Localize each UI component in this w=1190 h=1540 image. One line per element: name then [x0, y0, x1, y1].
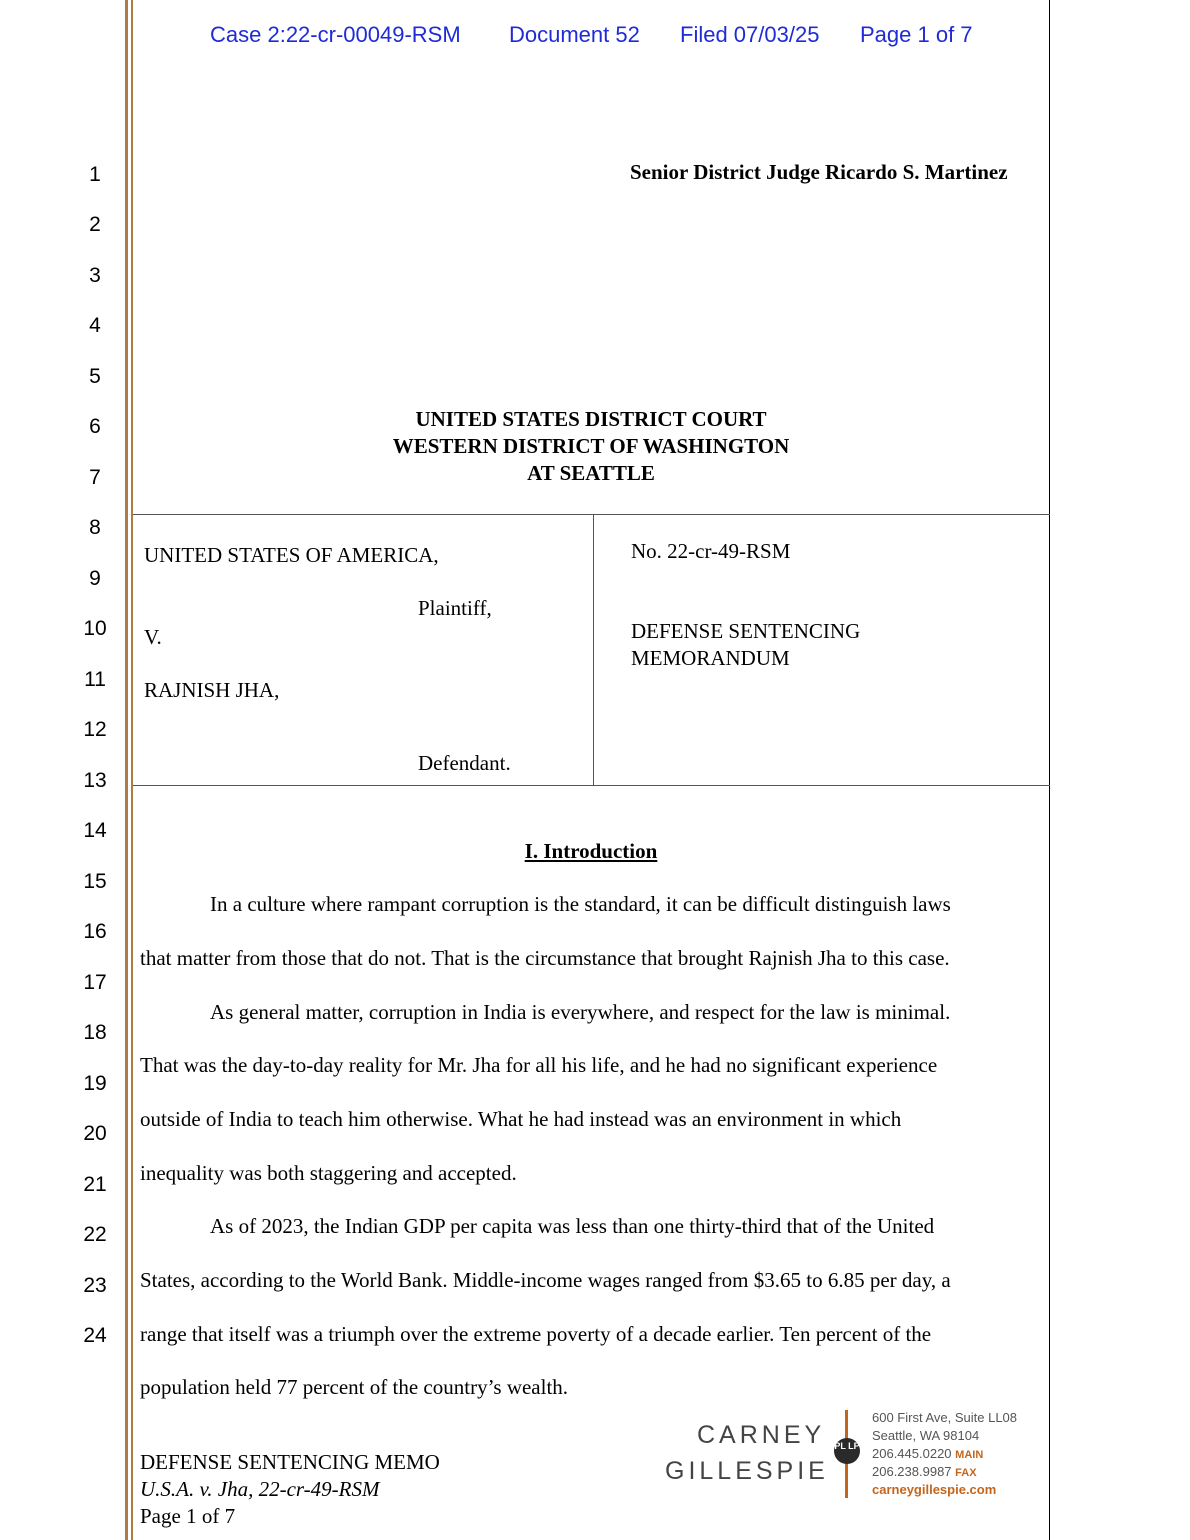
section-heading: I. Introduction [524, 839, 658, 863]
body-line: range that itself was a triumph over the extreme poverty of a decade earlier. Ten percent of the [140, 1322, 932, 1346]
plaintiff-name: UNITED STATES OF AMERICA, [144, 543, 439, 567]
line-number: 20 [83, 1122, 107, 1145]
firm-website-link[interactable]: carneygillespie.com [872, 1482, 997, 1497]
right-margin-rule [1049, 0, 1050, 1540]
line-number: 15 [83, 870, 107, 893]
stamp-case-number: Case 2:22-cr-00049-RSM [210, 22, 461, 47]
document-title-line2: MEMORANDUM [631, 646, 790, 670]
versus: V. [144, 625, 162, 649]
firm-address-line1: 600 First Ave, Suite LL08 [872, 1410, 1018, 1425]
firm-phone-label: MAIN [955, 1449, 984, 1461]
line-number: 2 [89, 213, 101, 236]
stamp-filed-date: Filed 07/03/25 [680, 22, 820, 47]
line-number: 13 [83, 769, 107, 792]
line-number: 1 [89, 163, 101, 186]
body-line: As of 2023, the Indian GDP per capita was less than one thirty-third that of the United [210, 1214, 935, 1238]
line-number: 7 [89, 466, 101, 489]
line-number: 14 [83, 819, 107, 842]
body-line: As general matter, corruption in India is everywhere, and respect for the law is minimal. [210, 1000, 951, 1024]
line-number: 18 [83, 1021, 107, 1044]
firm-phone [872, 1446, 983, 1461]
footer-page-number: Page 1 of 7 [140, 1504, 236, 1528]
line-number: 17 [83, 971, 107, 994]
line-number: 11 [84, 668, 106, 691]
firm-address-line2: Seattle, WA 98104 [872, 1428, 980, 1443]
firm-fax-number: 206.238.9987 [872, 1464, 952, 1479]
line-number: 19 [83, 1072, 107, 1095]
body-line: That was the day-to-day reality for Mr. Jha for all his life, and he had no significant experience [140, 1053, 938, 1077]
firm-name-line2: GILLESPIE [665, 1457, 829, 1485]
plaintiff-role: Plaintiff, [418, 596, 492, 620]
firm-fax-label: FAX [955, 1467, 977, 1479]
firm-monogram-icon: PL LP [834, 1438, 860, 1464]
footer-doc-title: DEFENSE SENTENCING MEMO [140, 1450, 440, 1474]
body-line: that matter from those that do not. That is the circumstance that brought Rajnish Jha to this case. [140, 946, 950, 970]
assigned-judge: Senior District Judge Ricardo S. Martinez [630, 160, 1008, 184]
footer-case-caption: U.S.A. v. Jha, 22-cr-49-RSM [140, 1477, 380, 1501]
line-number: 12 [83, 718, 107, 741]
body-line: inequality was both staggering and accepted. [140, 1161, 517, 1185]
body-line: In a culture where rampant corruption is the standard, it can be difficult distinguish laws [210, 892, 951, 916]
defendant-role: Defendant. [418, 751, 511, 775]
line-number: 22 [83, 1223, 107, 1246]
caption-top-rule [133, 514, 1050, 515]
caption-divider [593, 514, 594, 786]
body-line: outside of India to teach him otherwise. What he had instead was an environment in which [140, 1107, 902, 1131]
court-location: AT SEATTLE [527, 461, 655, 485]
left-margin-rule-inner [131, 0, 133, 1540]
court-name: UNITED STATES DISTRICT COURT [415, 407, 767, 431]
line-number: 16 [83, 920, 107, 943]
line-number: 9 [89, 567, 101, 590]
document-title-line1: DEFENSE SENTENCING [631, 619, 861, 643]
line-number: 4 [89, 314, 101, 337]
stamp-page: Page 1 of 7 [860, 22, 973, 47]
line-number: 21 [83, 1173, 107, 1196]
body-line: States, according to the World Bank. Middle-income wages ranged from $3.65 to 6.85 per day, a [140, 1268, 951, 1292]
defendant-name: RAJNISH JHA, [144, 678, 280, 702]
line-number: 5 [89, 365, 101, 388]
firm-phone-number: 206.445.0220 [872, 1446, 952, 1461]
body-line: population held 77 percent of the country’s wealth. [140, 1375, 569, 1399]
court-heading [133, 406, 1049, 487]
stamp-document: Document 52 [509, 22, 640, 47]
line-number: 6 [89, 415, 101, 438]
firm-name-line1: CARNEY [697, 1421, 826, 1449]
line-number: 10 [83, 617, 107, 640]
line-number: 8 [89, 516, 101, 539]
caption-bottom-rule [133, 785, 1050, 786]
line-number: 3 [89, 264, 101, 287]
case-number: No. 22-cr-49-RSM [631, 539, 791, 563]
firm-fax [872, 1464, 977, 1479]
left-margin-rule [125, 0, 128, 1540]
line-number: 24 [83, 1324, 107, 1347]
court-district: WESTERN DISTRICT OF WASHINGTON [392, 434, 790, 458]
line-number: 23 [83, 1274, 107, 1297]
